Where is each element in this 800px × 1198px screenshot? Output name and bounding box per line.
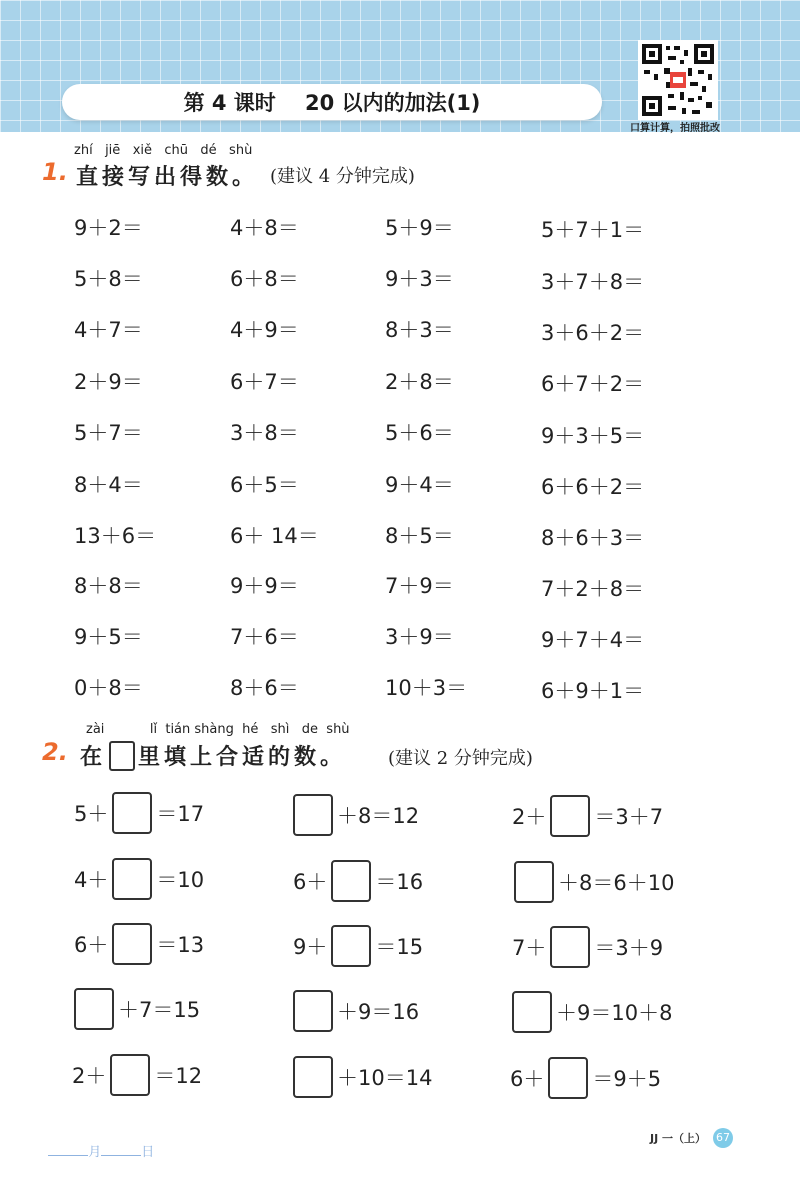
- q2-before: 2＋: [72, 1064, 107, 1088]
- q1-problem: 4＋9＝: [230, 318, 299, 342]
- q2-before: 5＋: [74, 802, 109, 826]
- answer-box[interactable]: [112, 792, 152, 834]
- q2-after: ＝3＋7: [594, 805, 664, 829]
- q2-problem: [70, 988, 200, 1030]
- q1-problem: 6＋5＝: [230, 473, 299, 497]
- q1-problem: 5＋8＝: [74, 267, 143, 291]
- q1-problem: 6＋9＋1＝: [541, 679, 645, 703]
- page-number: 67: [713, 1128, 733, 1148]
- q1-problem: 8＋3＝: [385, 318, 454, 342]
- q2-problem: [72, 1054, 202, 1096]
- day-blank[interactable]: [101, 1155, 141, 1156]
- q1-problem: 9＋5＝: [74, 625, 143, 649]
- q1-problem: 9＋2＝: [74, 216, 143, 240]
- answer-box[interactable]: [512, 991, 552, 1033]
- q2-problem: [289, 1056, 432, 1098]
- q2-before: 6＋: [74, 933, 109, 957]
- lesson-title-bar: [62, 84, 602, 120]
- q2-problem: [289, 990, 419, 1032]
- q1-problem: 9＋4＝: [385, 473, 454, 497]
- q2-after: ＋9＝10＋8: [556, 1001, 673, 1025]
- answer-box[interactable]: [112, 858, 152, 900]
- lesson-title: 第 4 课时 20 以内的加法(1): [183, 91, 481, 115]
- q1-problem: 3＋6＋2＝: [541, 321, 645, 345]
- answer-box[interactable]: [550, 795, 590, 837]
- q1-problem: 4＋7＝: [74, 318, 143, 342]
- q2-time-hint: (建议 2 分钟完成): [388, 748, 533, 769]
- answer-box[interactable]: [112, 923, 152, 965]
- answer-box[interactable]: [110, 1054, 150, 1096]
- date-fill-line: [40, 1126, 154, 1160]
- q2-text-before: 在: [80, 745, 107, 770]
- q2-problem: [510, 1057, 661, 1099]
- qr-code-icon: [640, 42, 716, 118]
- q2-problem: [293, 860, 423, 902]
- q1-problem: 8＋5＝: [385, 524, 454, 548]
- q2-problem: [508, 991, 672, 1033]
- month-blank[interactable]: [48, 1155, 88, 1156]
- q1-instruction: 直接写出得数。: [76, 165, 259, 190]
- q1-problem: 8＋6＝: [230, 676, 299, 700]
- answer-box[interactable]: [550, 926, 590, 968]
- q1-problem: 6＋ 14＝: [230, 524, 319, 548]
- q1-problem: 7＋9＝: [385, 574, 454, 598]
- q2-after: ＝10: [156, 868, 205, 892]
- q2-problem: [510, 861, 674, 903]
- answer-box[interactable]: [331, 860, 371, 902]
- q2-sample-box: [109, 741, 135, 771]
- q2-before: 6＋: [510, 1067, 545, 1091]
- q2-after: ＝15: [375, 935, 424, 959]
- q1-problem: 8＋8＝: [74, 574, 143, 598]
- edition-label: JJ 一（上）: [650, 1132, 707, 1145]
- q2-after: ＝16: [375, 870, 424, 894]
- q1-problem: 10＋3＝: [385, 676, 468, 700]
- q2-problem: [293, 925, 423, 967]
- q2-text-after: 里填上合适的数。: [138, 745, 347, 770]
- q1-problem: 6＋8＝: [230, 267, 299, 291]
- q1-problem: 3＋9＝: [385, 625, 454, 649]
- answer-box[interactable]: [293, 1056, 333, 1098]
- qr-caption: 口算计算，拍照批改: [630, 123, 720, 134]
- q2-after: ＋7＝15: [118, 998, 201, 1022]
- answer-box[interactable]: [548, 1057, 588, 1099]
- q2-after: ＝12: [154, 1064, 203, 1088]
- q1-number: 1.: [42, 158, 68, 186]
- q2-after: ＋9＝16: [337, 1000, 420, 1024]
- q2-after: ＝3＋9: [594, 936, 664, 960]
- q1-problem: 6＋6＋2＝: [541, 475, 645, 499]
- q1-problem: 5＋6＝: [385, 421, 454, 445]
- q2-before: 4＋: [74, 868, 109, 892]
- q1-problem: 3＋7＋8＝: [541, 270, 645, 294]
- q2-before: 7＋: [512, 936, 547, 960]
- qr-code[interactable]: [638, 40, 718, 120]
- q2-problem: [74, 792, 204, 834]
- answer-box[interactable]: [74, 988, 114, 1030]
- month-label: 月: [88, 1145, 102, 1160]
- q1-problem: 9＋3＝: [385, 267, 454, 291]
- q1-problem: 2＋8＝: [385, 370, 454, 394]
- q1-problem: 5＋7＋1＝: [541, 218, 645, 242]
- q2-number: 2.: [42, 738, 68, 766]
- q2-before: 9＋: [293, 935, 328, 959]
- q1-problem: 6＋7＝: [230, 370, 299, 394]
- q2-problem: [289, 794, 419, 836]
- q1-problem: 2＋9＝: [74, 370, 143, 394]
- q2-after: ＋10＝14: [337, 1066, 433, 1090]
- q1-problem: 6＋7＋2＝: [541, 372, 645, 396]
- day-label: 日: [141, 1145, 155, 1160]
- q2-problem: [512, 926, 663, 968]
- q2-problem: [74, 858, 204, 900]
- q2-after: ＝17: [156, 802, 205, 826]
- q2-after: ＝13: [156, 933, 205, 957]
- answer-box[interactable]: [514, 861, 554, 903]
- q1-problem: 9＋9＝: [230, 574, 299, 598]
- q2-pinyin: zài lǐ tián shàng hé shì de shù: [86, 722, 350, 737]
- q1-problem: 13＋6＝: [74, 524, 157, 548]
- q2-problem: [512, 795, 663, 837]
- q1-problem: 3＋8＝: [230, 421, 299, 445]
- q2-after: ＝9＋5: [592, 1067, 662, 1091]
- q2-after: ＋8＝12: [337, 804, 420, 828]
- q1-problem: 0＋8＝: [74, 676, 143, 700]
- q2-problem: [74, 923, 204, 965]
- q1-problem: 5＋7＝: [74, 421, 143, 445]
- q1-time-hint: (建议 4 分钟完成): [270, 166, 415, 187]
- q1-problem: 7＋6＝: [230, 625, 299, 649]
- q1-problem: 5＋9＝: [385, 216, 454, 240]
- q1-problem: 7＋2＋8＝: [541, 577, 645, 601]
- q1-problem: 4＋8＝: [230, 216, 299, 240]
- answer-box[interactable]: [331, 925, 371, 967]
- answer-box[interactable]: [293, 794, 333, 836]
- q1-problem: 8＋4＝: [74, 473, 143, 497]
- q2-before: 6＋: [293, 870, 328, 894]
- q1-pinyin: zhí jiē xiě chū dé shù: [74, 143, 253, 158]
- q1-problem: 9＋7＋4＝: [541, 628, 645, 652]
- header-banner: [0, 0, 800, 132]
- answer-box[interactable]: [293, 990, 333, 1032]
- q1-problem: 9＋3＋5＝: [541, 424, 645, 448]
- q2-after: ＋8＝6＋10: [558, 871, 675, 895]
- q2-before: 2＋: [512, 805, 547, 829]
- q1-problem: 8＋6＋3＝: [541, 526, 645, 550]
- q2-instruction: [80, 740, 346, 771]
